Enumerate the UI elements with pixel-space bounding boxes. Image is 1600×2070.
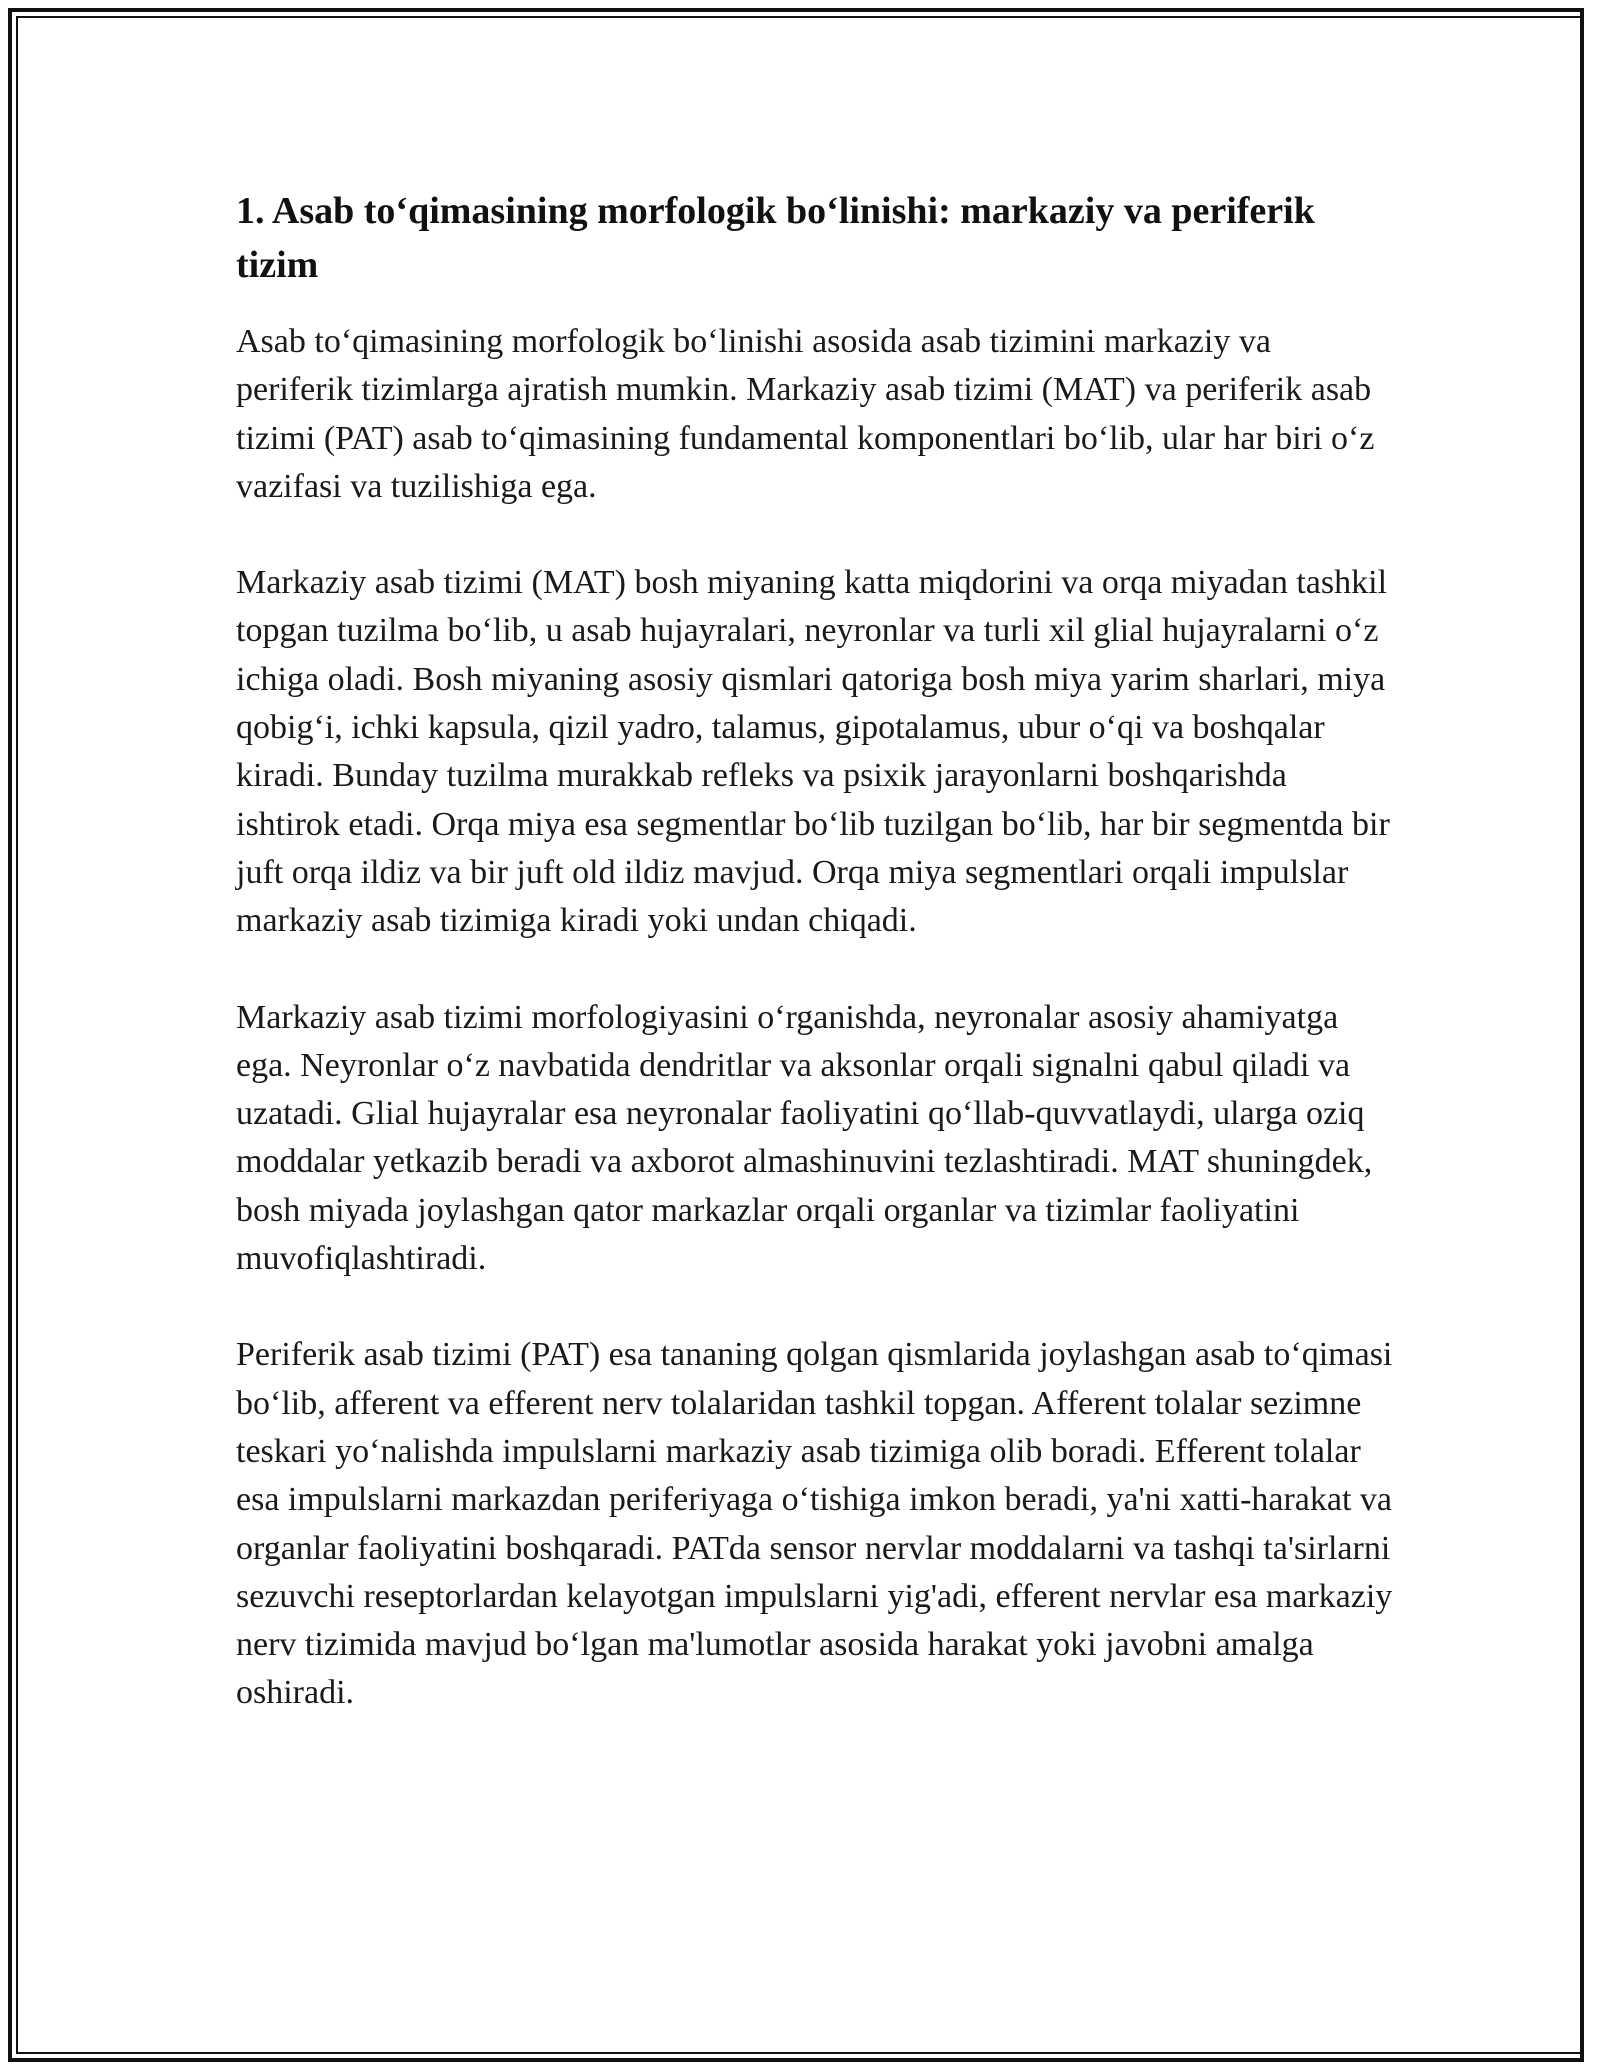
document-body xyxy=(236,184,1396,1766)
paragraph-neurons-glia: Markaziy asab tizimi morfologiyasini o‘rganishda, neyronalar asosiy ahamiyatga ega. Neyronlar o‘z navbatida dendritlar va aksonlar orqali signalni qabul qiladi va uzatadi. Glial hujayralar esa neyronalar faoliyatini qo‘llab-quvvatlaydi, ularga oziq moddalar yetkazib beradi va axborot almashinuvini tezlashtiradi. MAT shuningdek, bosh miyada joylashgan qator markazlar orqali organlar va tizimlar faoliyatini muvofiqlashtiradi. xyxy=(236,998,1373,1278)
paragraph-peripheral-nervous-system: Periferik asab tizimi (PAT) esa tananing qolgan qismlarida joylashgan asab to‘qimasi bo‘lib, afferent va efferent nerv tolalaridan tashkil topgan. Afferent tolalar sezimne teskari yo‘nalishda impulslarni markaziy asab tizimiga olib boradi. Efferent tolalar esa impulslarni markazdan periferiyaga o‘tishiga imkon beradi, ya'ni xatti-harakat va organlar faoliyatini boshqaradi. PATda sensor nervlar moddalarni va tashqi ta'sirlarni sezuvchi reseptorlardan kelayotgan impulslarni yig'adi, efferent nervlar esa markaziy nerv tizimida mavjud bo‘lgan ma'lumotlar asosida harakat yoki javobni amalga oshiradi. xyxy=(236,1336,1393,1712)
paragraph-central-nervous-system: Markaziy asab tizimi (MAT) bosh miyaning katta miqdorini va orqa miyadan tashkil topgan tuzilma bo‘lib, u asab hujayralari, neyronlar va turli xil glial hujayralarni o‘z ichiga oladi. Bosh miyaning asosiy qismlari qatoriga bosh miya yarim sharlari, miya qobig‘i, ichki kapsula, qizil yadro, talamus, gipotalamus, ubur o‘qi va boshqalar kiradi. Bunday tuzilma murakkab refleks va psixik jarayonlarni boshqarishda ishtirok etadi. Orqa miya esa segmentlar bo‘lib tuzilgan bo‘lib, har bir segmentda bir juft orqa ildiz va bir juft old ildiz mavjud. Orqa miya segmentlari orqali impulslar markaziy asab tizimiga kiradi yoki undan chiqadi. xyxy=(236,564,1390,940)
paragraph-intro: Asab to‘qimasining morfologik bo‘linishi asosida asab tizimini markaziy va periferik tizimlarga ajratish mumkin. Markaziy asab tizimi (MAT) va periferik asab tizimi (PAT) asab to‘qimasining fundamental komponentlari bo‘lib, ular har biri o‘z vazifasi va tuzilishiga ega. xyxy=(236,323,1375,505)
section-heading: 1. Asab to‘qimasining morfologik bo‘linishi: markaziy va periferik tizim xyxy=(236,190,1315,286)
